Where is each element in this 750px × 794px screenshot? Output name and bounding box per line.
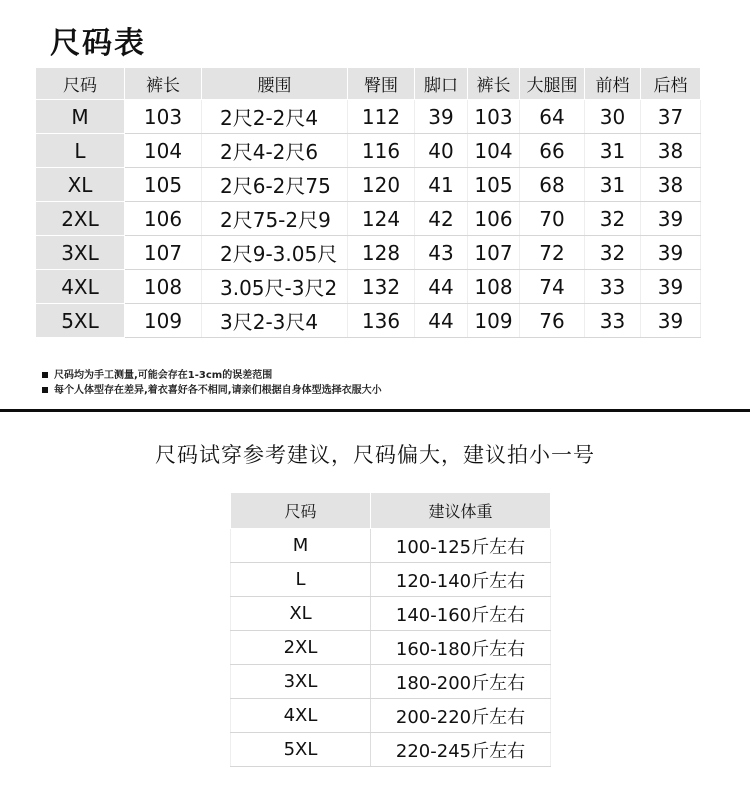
- table-cell: 2尺75-2尺9: [202, 202, 348, 236]
- header-front-rise: 前档: [585, 68, 641, 100]
- size-chart-header-row: [36, 68, 701, 100]
- table-cell: 39: [415, 100, 468, 134]
- table-cell: 39: [641, 236, 701, 270]
- table-cell: 107: [468, 236, 520, 270]
- table-row: [231, 597, 551, 631]
- square-bullet-icon: [42, 372, 48, 378]
- table-cell: 42: [415, 202, 468, 236]
- table-cell: 109: [468, 304, 520, 338]
- table-cell: 39: [641, 270, 701, 304]
- fit-advice-heading: 尺码试穿参考建议，尺码偏大，建议拍小一号: [155, 443, 595, 467]
- table-cell: 32: [585, 236, 641, 270]
- table-cell: 31: [585, 134, 641, 168]
- table-cell: 74: [520, 270, 585, 304]
- header-hip: 臀围: [348, 68, 415, 100]
- table-cell: 32: [585, 202, 641, 236]
- table-cell: 3尺2-3尺4: [202, 304, 348, 338]
- table-cell: 103: [125, 100, 202, 134]
- table-cell: 41: [415, 168, 468, 202]
- table-cell: 38: [641, 168, 701, 202]
- table-cell: 72: [520, 236, 585, 270]
- table-row: [36, 168, 701, 202]
- table-cell: 108: [468, 270, 520, 304]
- size-cell: M: [36, 100, 125, 134]
- note-text: 每个人体型存在差异,着衣喜好各不相同,请亲们根据自身体型选择衣服大小: [54, 385, 382, 396]
- table-cell: 39: [641, 202, 701, 236]
- table-row: [231, 699, 551, 733]
- table-cell: 30: [585, 100, 641, 134]
- weight-cell: 220-245斤左右: [371, 733, 551, 767]
- weight-table-header-row: [231, 493, 551, 529]
- size-cell: 2XL: [36, 202, 125, 236]
- section-divider: [0, 409, 750, 412]
- table-cell: 33: [585, 270, 641, 304]
- header-size: 尺码: [36, 68, 125, 100]
- table-row: [36, 202, 701, 236]
- table-row: [231, 733, 551, 767]
- square-bullet-icon: [42, 387, 48, 393]
- table-cell: 106: [125, 202, 202, 236]
- table-cell: 3.05尺-3尺2: [202, 270, 348, 304]
- table-cell: 76: [520, 304, 585, 338]
- weight-cell: 120-140斤左右: [371, 563, 551, 597]
- table-cell: 37: [641, 100, 701, 134]
- table-cell: 103: [468, 100, 520, 134]
- weight-cell: 180-200斤左右: [371, 665, 551, 699]
- table-cell: 39: [641, 304, 701, 338]
- table-cell: 2尺6-2尺75: [202, 168, 348, 202]
- table-row: [231, 529, 551, 563]
- header-size: 尺码: [231, 493, 371, 529]
- note-item: [42, 368, 382, 383]
- table-cell: 44: [415, 270, 468, 304]
- table-cell: 136: [348, 304, 415, 338]
- table-row: [231, 563, 551, 597]
- note-text: 尺码均为手工测量,可能会存在1-3cm的误差范围: [54, 370, 273, 381]
- table-cell: 33: [585, 304, 641, 338]
- table-row: [36, 100, 701, 134]
- table-cell: 2尺9-3.05尺: [202, 236, 348, 270]
- size-cell: 4XL: [36, 270, 125, 304]
- table-cell: 64: [520, 100, 585, 134]
- weight-recommendation-table: [230, 492, 551, 767]
- weight-cell: 140-160斤左右: [371, 597, 551, 631]
- table-row: [36, 236, 701, 270]
- size-cell: 4XL: [231, 699, 371, 733]
- table-cell: 38: [641, 134, 701, 168]
- header-pants-length-2: 裤长: [468, 68, 520, 100]
- table-cell: 2尺2-2尺4: [202, 100, 348, 134]
- table-cell: 68: [520, 168, 585, 202]
- table-cell: 40: [415, 134, 468, 168]
- table-cell: 66: [520, 134, 585, 168]
- table-row: [231, 665, 551, 699]
- table-cell: 2尺4-2尺6: [202, 134, 348, 168]
- header-leg-opening: 脚口: [415, 68, 468, 100]
- header-thigh: 大腿围: [520, 68, 585, 100]
- table-cell: 116: [348, 134, 415, 168]
- table-cell: 104: [125, 134, 202, 168]
- size-cell: XL: [36, 168, 125, 202]
- weight-cell: 100-125斤左右: [371, 529, 551, 563]
- table-cell: 106: [468, 202, 520, 236]
- size-cell: 3XL: [36, 236, 125, 270]
- table-cell: 128: [348, 236, 415, 270]
- size-cell: 3XL: [231, 665, 371, 699]
- table-cell: 124: [348, 202, 415, 236]
- size-cell: L: [36, 134, 125, 168]
- size-cell: M: [231, 529, 371, 563]
- size-cell: XL: [231, 597, 371, 631]
- table-row: [36, 270, 701, 304]
- weight-cell: 160-180斤左右: [371, 631, 551, 665]
- table-cell: 31: [585, 168, 641, 202]
- page-title: 尺码表: [50, 26, 146, 61]
- note-item: [42, 383, 382, 398]
- table-cell: 105: [468, 168, 520, 202]
- table-row: [231, 631, 551, 665]
- table-cell: 104: [468, 134, 520, 168]
- weight-cell: 200-220斤左右: [371, 699, 551, 733]
- table-cell: 120: [348, 168, 415, 202]
- header-waist: 腰围: [202, 68, 348, 100]
- table-cell: 108: [125, 270, 202, 304]
- header-back-rise: 后档: [641, 68, 701, 100]
- header-recommended-weight: 建议体重: [371, 493, 551, 529]
- table-cell: 70: [520, 202, 585, 236]
- measurement-notes: [42, 368, 382, 398]
- size-cell: L: [231, 563, 371, 597]
- table-cell: 107: [125, 236, 202, 270]
- table-cell: 132: [348, 270, 415, 304]
- table-cell: 112: [348, 100, 415, 134]
- table-cell: 43: [415, 236, 468, 270]
- header-pants-length: 裤长: [125, 68, 202, 100]
- table-cell: 44: [415, 304, 468, 338]
- size-chart-table: [35, 67, 701, 338]
- size-cell: 5XL: [36, 304, 125, 338]
- table-row: [36, 304, 701, 338]
- table-cell: 105: [125, 168, 202, 202]
- table-cell: 109: [125, 304, 202, 338]
- size-cell: 2XL: [231, 631, 371, 665]
- size-cell: 5XL: [231, 733, 371, 767]
- table-row: [36, 134, 701, 168]
